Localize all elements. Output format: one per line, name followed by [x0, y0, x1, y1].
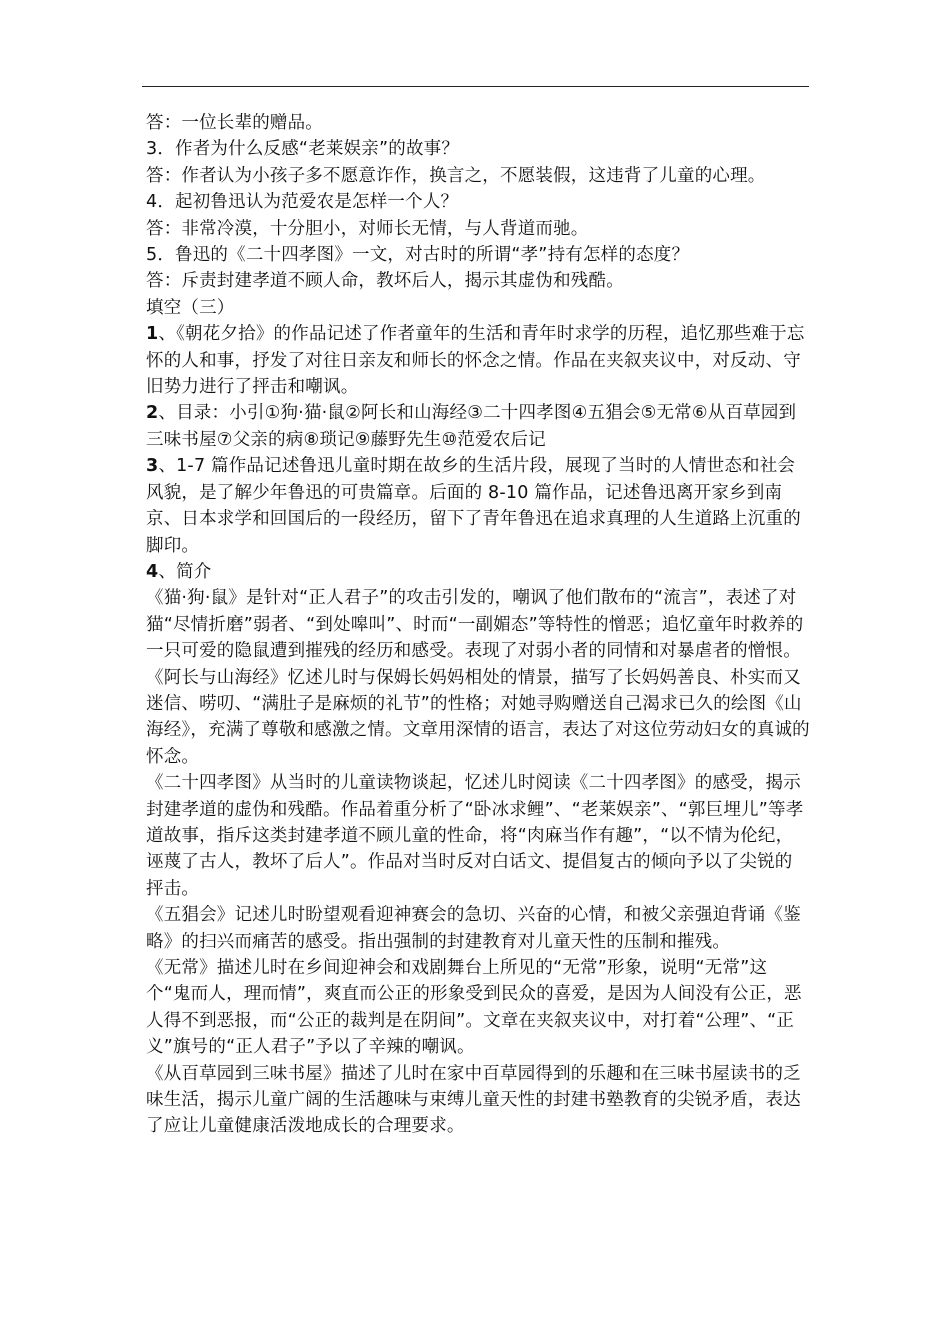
item-number: 1	[146, 324, 159, 345]
answer-line: 答：非常冷漠，十分胆小，对师长无情，与人背道而驰。	[146, 218, 589, 239]
item-number: 4	[146, 561, 159, 582]
item-text: 、《朝花夕拾》的作品记述了作者童年的生活和青年时求学的历程，追忆那些难于忘怀的人和事，抒发了对往日亲友和师长的怀念之情。作品在夹叙夹议中，对反动、守旧势力进行了抨击和嘲讽。	[146, 324, 805, 398]
answer-line: 答：一位长辈的赠品。	[146, 113, 323, 133]
answer-line: 答：斥责封建孝道不顾人命，教坏后人，揭示其虚伪和残酷。	[146, 271, 624, 292]
summary-paragraph: 《猫·狗·鼠》是针对“正人君子”的攻击引发的，嘲讽了他们散布的“流言”，表述了对猫“尽情折磨”弱者、“到处嗥叫”、时而“一副媚态”等特性的憎恶；追忆童年时救养的一只可爱的隐鼠遭到摧残的经历和感受。表现了对弱小者的同情和对暴虐者的憎恨。	[146, 588, 804, 662]
summary-paragraph: 《无常》描述儿时在乡间迎神会和戏剧舞台上所见的“无常”形象，说明“无常”这个“鬼而人，理而情”，爽直而公正的形象受到民众的喜爱，是因为人间没有公正，恶人得不到恶报，而“公正的裁判是在阴间”。文章在夹叙夹议中，对打着“公理”、“正义”旗号的“正人君子”予以了辛辣的嘲讽。	[146, 958, 802, 1058]
item-number: 2	[146, 403, 159, 424]
question-4: 4．起初鲁迅认为范爱农是怎样一个人？	[146, 192, 459, 213]
summary-paragraph: 《五猖会》记述儿时盼望观看迎神赛会的急切、兴奋的心情，和被父亲强迫背诵《鉴略》的扫兴而痛苦的感受。指出强制的封建教育对儿童天性的压制和摧残。	[146, 905, 801, 952]
item-text: 、1-7 篇作品记述鲁迅儿童时期在故乡的生活片段，展现了当时的人情世态和社会风貌，是了解少年鲁迅的可贵篇章。后面的 8-10 篇作品，记述鲁迅离开家乡到南京、日本求学和回国后的一段经历，留下了青年鲁迅在追求真理的人生道路上沉重的脚印。	[146, 456, 801, 556]
fill-item-2	[146, 400, 810, 453]
question-5: 5．鲁迅的《二十四孝图》一文，对古时的所谓“孝”持有怎样的态度？	[146, 245, 690, 266]
answer-line: 答：作者认为小孩子多不愿意诈作，换言之，不愿装假，这违背了儿童的心理。	[146, 165, 766, 186]
summary-paragraph: 《二十四孝图》从当时的儿童读物谈起，忆述儿时阅读《二十四孝图》的感受，揭示封建孝道的虚伪和残酷。作品着重分析了“卧冰求鲤”、“老莱娱亲”、“郭巨埋儿”等孝道故事，指斥这类封建孝道不顾儿童的性命，将“肉麻当作有趣”，“以不情为伦纪，诬蔑了古人，教坏了后人”。作品对当时反对白话文、提倡复古的倾向予以了尖锐的抨击。	[146, 773, 804, 899]
fill-item-3	[146, 453, 810, 559]
fill-item-4	[146, 559, 810, 585]
item-text: 、目录：小引①狗·猫·鼠②阿长和山海经③二十四孝图④五猖会⑤无常⑥从百草园到三味书屋⑦父亲的病⑧琐记⑨藤野先生⑩范爱农后记	[146, 403, 797, 450]
summary-paragraph: 《从百草园到三味书屋》描述了儿时在家中百草园得到的乐趣和在三味书屋读书的乏味生活，揭示儿童广阔的生活趣味与束缚儿童天性的封建书塾教育的尖锐矛盾，表达了应让儿童健康活泼地成长的合理要求。	[146, 1063, 801, 1137]
header-rule	[142, 86, 809, 87]
item-number: 3	[146, 456, 159, 477]
item-text: 、简介	[158, 561, 212, 582]
fill-item-1	[146, 321, 810, 400]
section-heading: 填空（三）	[146, 297, 235, 318]
page-body	[146, 110, 810, 1140]
question-3: 3．作者为什么反感“老莱娱亲”的故事？	[146, 139, 460, 160]
summary-paragraph: 《阿长与山海经》忆述儿时与保姆长妈妈相处的情景，描写了长妈妈善良、朴实而又迷信、唠叨、“满肚子是麻烦的礼节”的性格；对她寻购赠送自己渴求已久的绘图《山海经》，充满了尊敬和感激之情。文章用深情的语言，表达了对这位劳动妇女的真诚的怀念。	[146, 667, 810, 767]
